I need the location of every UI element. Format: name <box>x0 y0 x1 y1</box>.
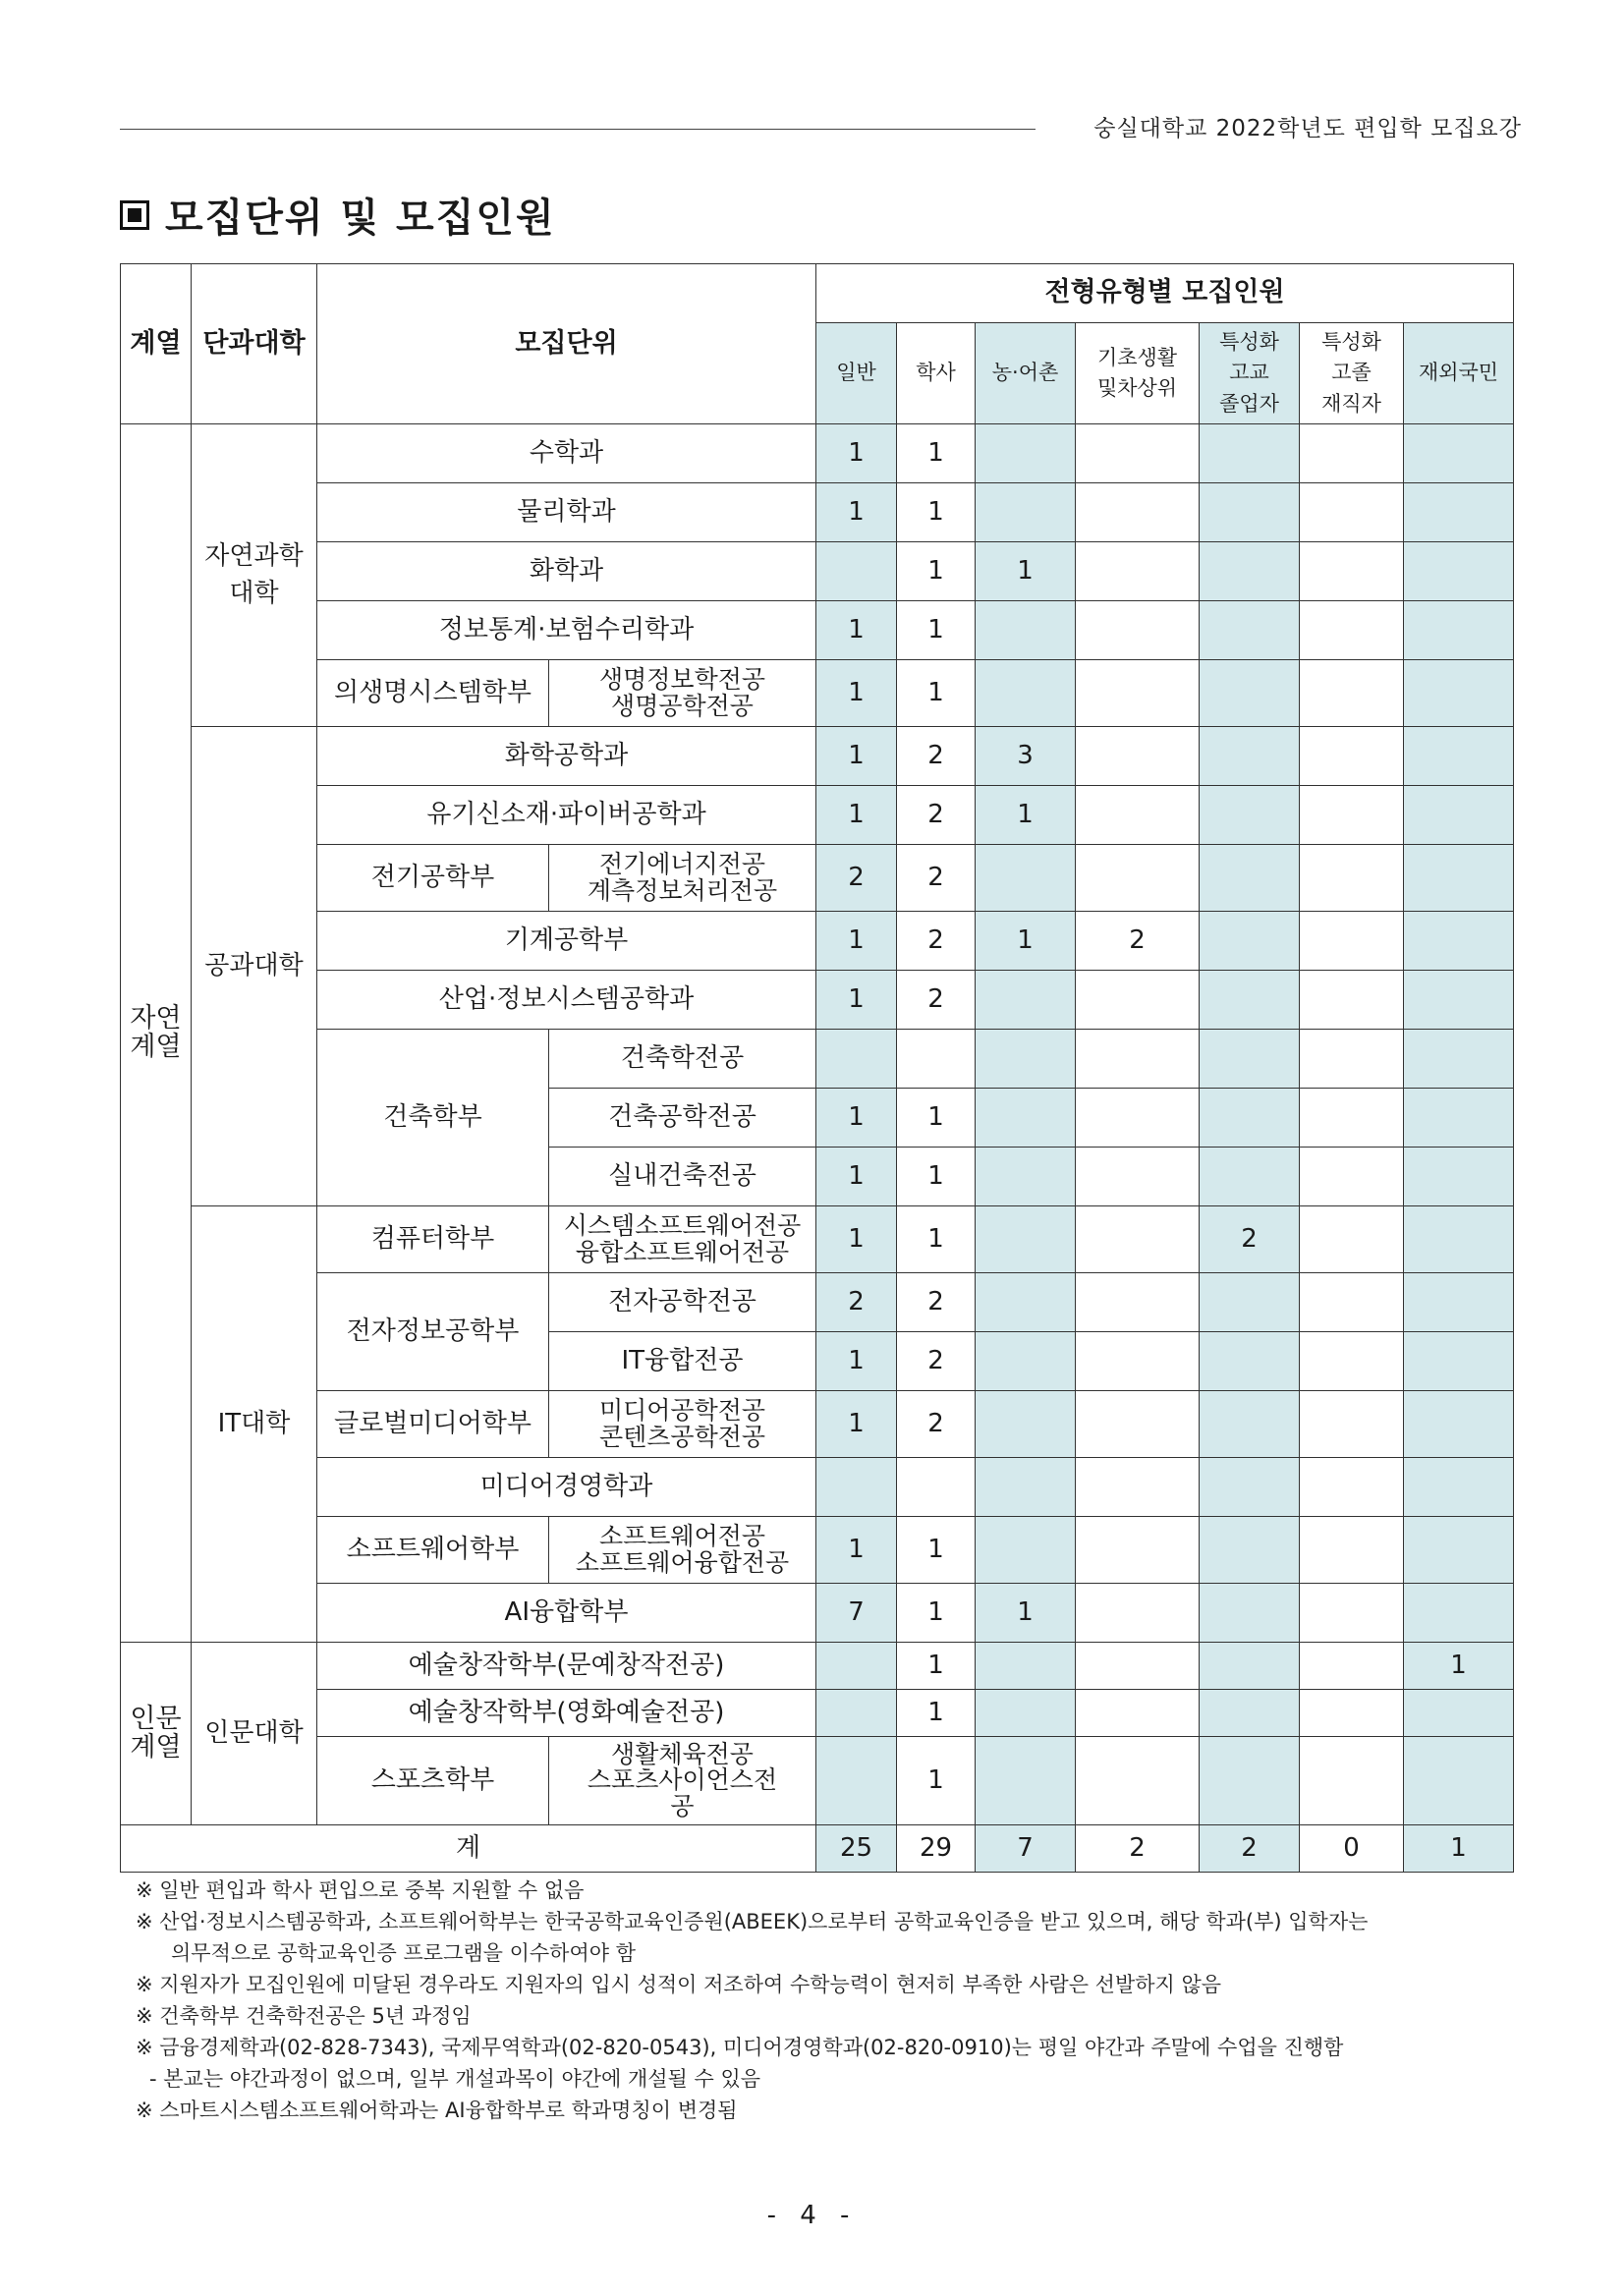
count-cell: 1 <box>816 912 897 971</box>
count-cell <box>976 1030 1076 1089</box>
count-cell <box>1300 1584 1404 1643</box>
field-cell <box>121 1643 192 1825</box>
table-row <box>121 542 1514 601</box>
unit-cell: 소프트웨어학부 <box>317 1517 549 1584</box>
total-label: 계 <box>121 1825 816 1873</box>
count-cell <box>1076 971 1200 1030</box>
count-cell <box>1404 1273 1514 1332</box>
count-cell: 1 <box>897 1089 976 1148</box>
table-row <box>121 912 1514 971</box>
unit-cell: 글로벌미디어학부 <box>317 1391 549 1458</box>
text-line: 건축학전공 <box>620 1042 745 1073</box>
count-cell: 2 <box>897 786 976 845</box>
count-cell <box>1300 1517 1404 1584</box>
table-row <box>121 727 1514 786</box>
unit-cell: 전기공학부 <box>317 845 549 912</box>
text-line: 공 <box>670 1791 695 1820</box>
count-cell: 1 <box>816 660 897 727</box>
unit-cell: 의생명시스템학부 <box>317 660 549 727</box>
count-cell <box>1404 1517 1514 1584</box>
count-cell <box>1300 1690 1404 1737</box>
count-cell <box>1200 1030 1300 1089</box>
count-cell: 2 <box>897 1391 976 1458</box>
count-cell <box>1200 971 1300 1030</box>
count-cell <box>1076 1030 1200 1089</box>
table-row <box>121 601 1514 660</box>
count-cell <box>816 1030 897 1089</box>
text-line: 융합소프트웨어전공 <box>575 1237 790 1266</box>
count-cell <box>1076 483 1200 542</box>
count-cell <box>976 1643 1076 1690</box>
header-type: 농·어촌 <box>976 323 1076 424</box>
count-cell <box>1076 1391 1200 1458</box>
major-cell <box>549 660 816 727</box>
major-cell <box>549 845 816 912</box>
count-cell <box>1200 1391 1300 1458</box>
count-cell <box>976 1273 1076 1332</box>
count-cell: 1 <box>976 786 1076 845</box>
count-cell: 1 <box>897 1690 976 1737</box>
unit-cell: 예술창작학부(문예창작전공) <box>317 1643 816 1690</box>
count-cell <box>1200 1584 1300 1643</box>
count-cell: 1 <box>816 601 897 660</box>
count-cell: 1 <box>897 601 976 660</box>
count-cell: 1 <box>897 424 976 483</box>
count-cell <box>976 1458 1076 1517</box>
count-cell <box>816 1643 897 1690</box>
total-count-cell: 2 <box>1200 1825 1300 1873</box>
count-cell <box>1076 660 1200 727</box>
count-cell: 2 <box>816 1273 897 1332</box>
count-cell <box>1404 845 1514 912</box>
table-row <box>121 1458 1514 1517</box>
unit-cell: 컴퓨터학부 <box>317 1206 549 1273</box>
text-line: 자연 <box>130 1003 182 1035</box>
count-cell: 3 <box>976 727 1076 786</box>
count-cell <box>897 1030 976 1089</box>
count-cell <box>816 1737 897 1825</box>
header-type: 기초생활 및차상위 <box>1076 323 1200 424</box>
unit-cell: 수학과 <box>317 424 816 483</box>
count-cell: 1 <box>816 727 897 786</box>
count-cell <box>1300 727 1404 786</box>
college-cell <box>192 727 317 1206</box>
count-cell: 1 <box>816 1089 897 1148</box>
count-cell: 1 <box>976 1584 1076 1643</box>
count-cell <box>1404 1206 1514 1273</box>
count-cell <box>1404 971 1514 1030</box>
count-cell <box>1200 1089 1300 1148</box>
count-cell <box>1200 1332 1300 1391</box>
text-line: 미디어공학전공 <box>598 1396 766 1426</box>
text-line: 생명정보학전공 <box>598 665 766 695</box>
unit-cell: AI융합학부 <box>317 1584 816 1643</box>
table-row <box>121 1690 1514 1737</box>
text-line: 인문 <box>130 1704 182 1735</box>
text-line: IT대학 <box>217 1408 291 1438</box>
count-cell <box>1300 1030 1404 1089</box>
count-cell: 2 <box>897 1273 976 1332</box>
text-line: 생명공학전공 <box>611 691 754 720</box>
major-cell: 실내건축전공 <box>549 1148 816 1206</box>
total-count-cell: 25 <box>816 1825 897 1873</box>
text-line: 계열 <box>130 1731 182 1763</box>
text-line: 소프트웨어융합전공 <box>575 1547 790 1577</box>
count-cell <box>1300 845 1404 912</box>
header-type: 특성화 고졸 재직자 <box>1300 323 1404 424</box>
table-row <box>121 1273 1514 1332</box>
text-line: 대학 <box>229 578 279 608</box>
count-cell <box>976 971 1076 1030</box>
count-cell <box>1200 1690 1300 1737</box>
note-sub-item: - 본교는 야간과정이 없으며, 일부 개설과목이 야간에 개설될 수 있음 <box>149 2067 761 2091</box>
count-cell <box>1200 1517 1300 1584</box>
count-cell: 1 <box>897 1584 976 1643</box>
count-cell <box>1300 1737 1404 1825</box>
count-cell <box>1404 601 1514 660</box>
text-line: 전자공학전공 <box>608 1286 756 1316</box>
count-cell <box>1404 1030 1514 1089</box>
document-header: 숭실대학교 2022학년도 편입학 모집요강 <box>1093 116 1522 141</box>
count-cell <box>1300 1458 1404 1517</box>
count-cell <box>1076 1148 1200 1206</box>
count-cell <box>1404 542 1514 601</box>
count-cell: 1 <box>1404 1643 1514 1690</box>
count-cell <box>1076 1737 1200 1825</box>
note-item: ※ 지원자가 모집인원에 미달된 경우라도 지원자의 입시 성적이 저조하여 수학능력이 현저히 부족한 사람은 선발하지 않음 <box>136 1973 1222 1996</box>
major-cell <box>549 1391 816 1458</box>
count-cell: 1 <box>816 1206 897 1273</box>
table-row <box>121 1206 1514 1273</box>
count-cell <box>1300 542 1404 601</box>
count-cell: 1 <box>816 424 897 483</box>
text-line: 전기에너지전공 <box>598 850 766 879</box>
table-row <box>121 1030 1514 1089</box>
college-cell <box>192 424 317 727</box>
count-cell <box>976 1391 1076 1458</box>
count-cell <box>1300 1206 1404 1273</box>
count-cell <box>816 1458 897 1517</box>
header-college: 단과대학 <box>192 264 317 424</box>
count-cell <box>1300 1391 1404 1458</box>
total-count-cell: 0 <box>1300 1825 1404 1873</box>
unit-cell: 물리학과 <box>317 483 816 542</box>
count-cell: 1 <box>897 660 976 727</box>
count-cell <box>1200 727 1300 786</box>
count-cell <box>1300 601 1404 660</box>
count-cell: 1 <box>897 542 976 601</box>
count-cell <box>976 483 1076 542</box>
unit-cell: 산업·정보시스템공학과 <box>317 971 816 1030</box>
count-cell: 1 <box>976 542 1076 601</box>
text-line: 소프트웨어전공 <box>598 1522 766 1551</box>
note-item: ※ 스마트시스템소프트웨어학과는 AI융합학부로 학과명칭이 변경됨 <box>136 2099 738 2122</box>
table-row <box>121 845 1514 912</box>
square-bullet-icon <box>120 200 149 230</box>
count-cell <box>1200 1273 1300 1332</box>
count-cell <box>1404 1391 1514 1458</box>
text-line: 계측정보처리전공 <box>587 875 778 905</box>
notes <box>136 1875 1531 2126</box>
text-line: 스포츠사이언스전 <box>587 1765 778 1795</box>
count-cell <box>1076 542 1200 601</box>
field-cell <box>121 424 192 1643</box>
count-cell <box>1404 660 1514 727</box>
major-cell: IT융합전공 <box>549 1332 816 1391</box>
header-rule <box>120 129 1036 130</box>
table-row <box>121 1391 1514 1458</box>
count-cell <box>976 1089 1076 1148</box>
count-cell <box>1200 1148 1300 1206</box>
count-cell <box>1300 660 1404 727</box>
header-type: 학사 <box>897 323 976 424</box>
count-cell: 1 <box>816 1332 897 1391</box>
major-cell <box>549 1517 816 1584</box>
count-cell <box>1076 1206 1200 1273</box>
count-cell: 7 <box>816 1584 897 1643</box>
count-cell: 1 <box>816 971 897 1030</box>
count-cell <box>1300 786 1404 845</box>
count-cell <box>1076 1332 1200 1391</box>
count-cell <box>1404 727 1514 786</box>
college-cell <box>192 1206 317 1643</box>
header-type: 일반 <box>816 323 897 424</box>
count-cell <box>1200 845 1300 912</box>
count-cell <box>1200 1458 1300 1517</box>
table-row <box>121 483 1514 542</box>
unit-cell: 건축학부 <box>317 1030 549 1206</box>
count-cell <box>1300 1089 1404 1148</box>
count-cell <box>976 845 1076 912</box>
major-cell <box>549 1030 816 1089</box>
count-cell: 1 <box>816 483 897 542</box>
count-cell <box>1200 1737 1300 1825</box>
note-item: ※ 금융경제학과(02-828-7343), 국제무역학과(02-820-0543), 미디어경영학과(02-820-0910)는 평일 야간과 주말에 수업을 진행함 <box>136 2036 1344 2059</box>
table-row <box>121 1643 1514 1690</box>
unit-cell: 스포츠학부 <box>317 1737 549 1825</box>
count-cell <box>1404 912 1514 971</box>
count-cell <box>1076 1458 1200 1517</box>
total-count-cell: 7 <box>976 1825 1076 1873</box>
count-cell <box>976 1332 1076 1391</box>
unit-cell: 미디어경영학과 <box>317 1458 816 1517</box>
count-cell <box>1200 424 1300 483</box>
count-cell: 2 <box>897 727 976 786</box>
text-line: 인문대학 <box>204 1717 304 1748</box>
table-row <box>121 1584 1514 1643</box>
major-cell <box>549 1206 816 1273</box>
note-item: ※ 산업·정보시스템공학과, 소프트웨어학부는 한국공학교육인증원(ABEEK)으로부터 공학교육인증을 받고 있으며, 해당 학과(부) 입학자는 <box>136 1910 1369 1933</box>
count-cell <box>1404 424 1514 483</box>
count-cell <box>1200 912 1300 971</box>
count-cell <box>1200 601 1300 660</box>
college-cell <box>192 1643 317 1825</box>
count-cell: 2 <box>897 912 976 971</box>
total-count-cell: 1 <box>1404 1825 1514 1873</box>
count-cell: 1 <box>897 1517 976 1584</box>
count-cell <box>1300 971 1404 1030</box>
header-unit: 모집단위 <box>317 264 816 424</box>
count-cell: 1 <box>897 1148 976 1206</box>
count-cell: 1 <box>816 1391 897 1458</box>
count-cell <box>1200 542 1300 601</box>
text-line: 생활체육전공 <box>611 1740 754 1769</box>
count-cell <box>976 1737 1076 1825</box>
count-cell <box>1404 786 1514 845</box>
count-cell: 2 <box>816 845 897 912</box>
count-cell: 2 <box>1076 912 1200 971</box>
count-cell: 1 <box>976 912 1076 971</box>
count-cell: 1 <box>897 1206 976 1273</box>
count-cell <box>1404 1332 1514 1391</box>
unit-cell: 화학공학과 <box>317 727 816 786</box>
count-cell <box>1076 1643 1200 1690</box>
count-cell <box>1300 1643 1404 1690</box>
text-line: 콘텐츠공학전공 <box>598 1422 766 1451</box>
count-cell <box>1076 1517 1200 1584</box>
total-row <box>121 1825 1514 1873</box>
section-title-text: 모집단위 및 모집인원 <box>165 196 556 241</box>
count-cell <box>1300 1273 1404 1332</box>
count-cell <box>1200 660 1300 727</box>
count-cell <box>1300 1332 1404 1391</box>
count-cell <box>976 1690 1076 1737</box>
count-cell <box>1200 483 1300 542</box>
unit-cell: 전자정보공학부 <box>317 1273 549 1391</box>
count-cell <box>1404 1089 1514 1148</box>
count-cell <box>976 601 1076 660</box>
count-cell <box>1404 1737 1514 1825</box>
count-cell <box>1404 1690 1514 1737</box>
note-item: ※ 일반 편입과 학사 편입으로 중복 지원할 수 없음 <box>136 1878 585 1902</box>
note-item-continuation: 의무적으로 공학교육인증 프로그램을 이수하여야 함 <box>171 1941 636 1965</box>
section-title <box>120 187 556 243</box>
count-cell <box>1404 1584 1514 1643</box>
count-cell <box>1076 1584 1200 1643</box>
count-cell <box>1404 1148 1514 1206</box>
note-item: ※ 건축학부 건축학전공은 5년 과정임 <box>136 2004 472 2028</box>
count-cell: 1 <box>897 1643 976 1690</box>
count-cell <box>1076 786 1200 845</box>
unit-cell: 예술창작학부(영화예술전공) <box>317 1690 816 1737</box>
count-cell: 1 <box>816 1148 897 1206</box>
count-cell <box>976 424 1076 483</box>
text-line: 시스템소프트웨어전공 <box>563 1211 802 1241</box>
major-cell: 건축공학전공 <box>549 1089 816 1148</box>
count-cell: 1 <box>897 1737 976 1825</box>
count-cell <box>1200 786 1300 845</box>
count-cell <box>1404 483 1514 542</box>
count-cell <box>1076 1273 1200 1332</box>
count-cell <box>816 542 897 601</box>
count-cell: 2 <box>897 1332 976 1391</box>
count-cell: 2 <box>897 971 976 1030</box>
count-cell <box>1076 1690 1200 1737</box>
count-cell <box>1300 424 1404 483</box>
count-cell <box>1076 1089 1200 1148</box>
unit-cell: 기계공학부 <box>317 912 816 971</box>
count-cell: 2 <box>897 845 976 912</box>
count-cell <box>897 1458 976 1517</box>
major-cell <box>549 1737 816 1825</box>
header-type: 특성화 고교 졸업자 <box>1200 323 1300 424</box>
count-cell <box>1404 1458 1514 1517</box>
table-row <box>121 424 1514 483</box>
count-cell <box>976 1148 1076 1206</box>
count-cell <box>1200 1643 1300 1690</box>
count-cell <box>976 660 1076 727</box>
count-cell <box>976 1206 1076 1273</box>
count-cell <box>1300 912 1404 971</box>
table-row <box>121 660 1514 727</box>
header-type-group: 전형유형별 모집인원 <box>816 264 1514 323</box>
unit-cell: 정보통계·보험수리학과 <box>317 601 816 660</box>
count-cell: 1 <box>897 483 976 542</box>
table-row <box>121 1517 1514 1584</box>
count-cell: 1 <box>816 786 897 845</box>
count-cell <box>976 1517 1076 1584</box>
table-row <box>121 786 1514 845</box>
page-number: - 4 - <box>766 2201 858 2230</box>
count-cell <box>1076 727 1200 786</box>
count-cell: 1 <box>816 1517 897 1584</box>
count-cell <box>1300 1148 1404 1206</box>
unit-cell: 유기신소재·파이버공학과 <box>317 786 816 845</box>
count-cell <box>1076 845 1200 912</box>
count-cell: 2 <box>1200 1206 1300 1273</box>
unit-cell: 화학과 <box>317 542 816 601</box>
total-count-cell: 2 <box>1076 1825 1200 1873</box>
total-count-cell: 29 <box>897 1825 976 1873</box>
count-cell <box>816 1690 897 1737</box>
count-cell <box>1076 601 1200 660</box>
count-cell <box>1076 424 1200 483</box>
text-line: 공과대학 <box>204 950 304 980</box>
count-cell <box>1300 483 1404 542</box>
recruitment-table <box>120 263 1514 1873</box>
major-cell <box>549 1273 816 1332</box>
table-row <box>121 1737 1514 1825</box>
header-type: 재외국민 <box>1404 323 1514 424</box>
table-row <box>121 971 1514 1030</box>
header-field: 계열 <box>121 264 192 424</box>
text-line: 계열 <box>130 1031 182 1062</box>
text-line: 자연과학 <box>204 540 304 571</box>
